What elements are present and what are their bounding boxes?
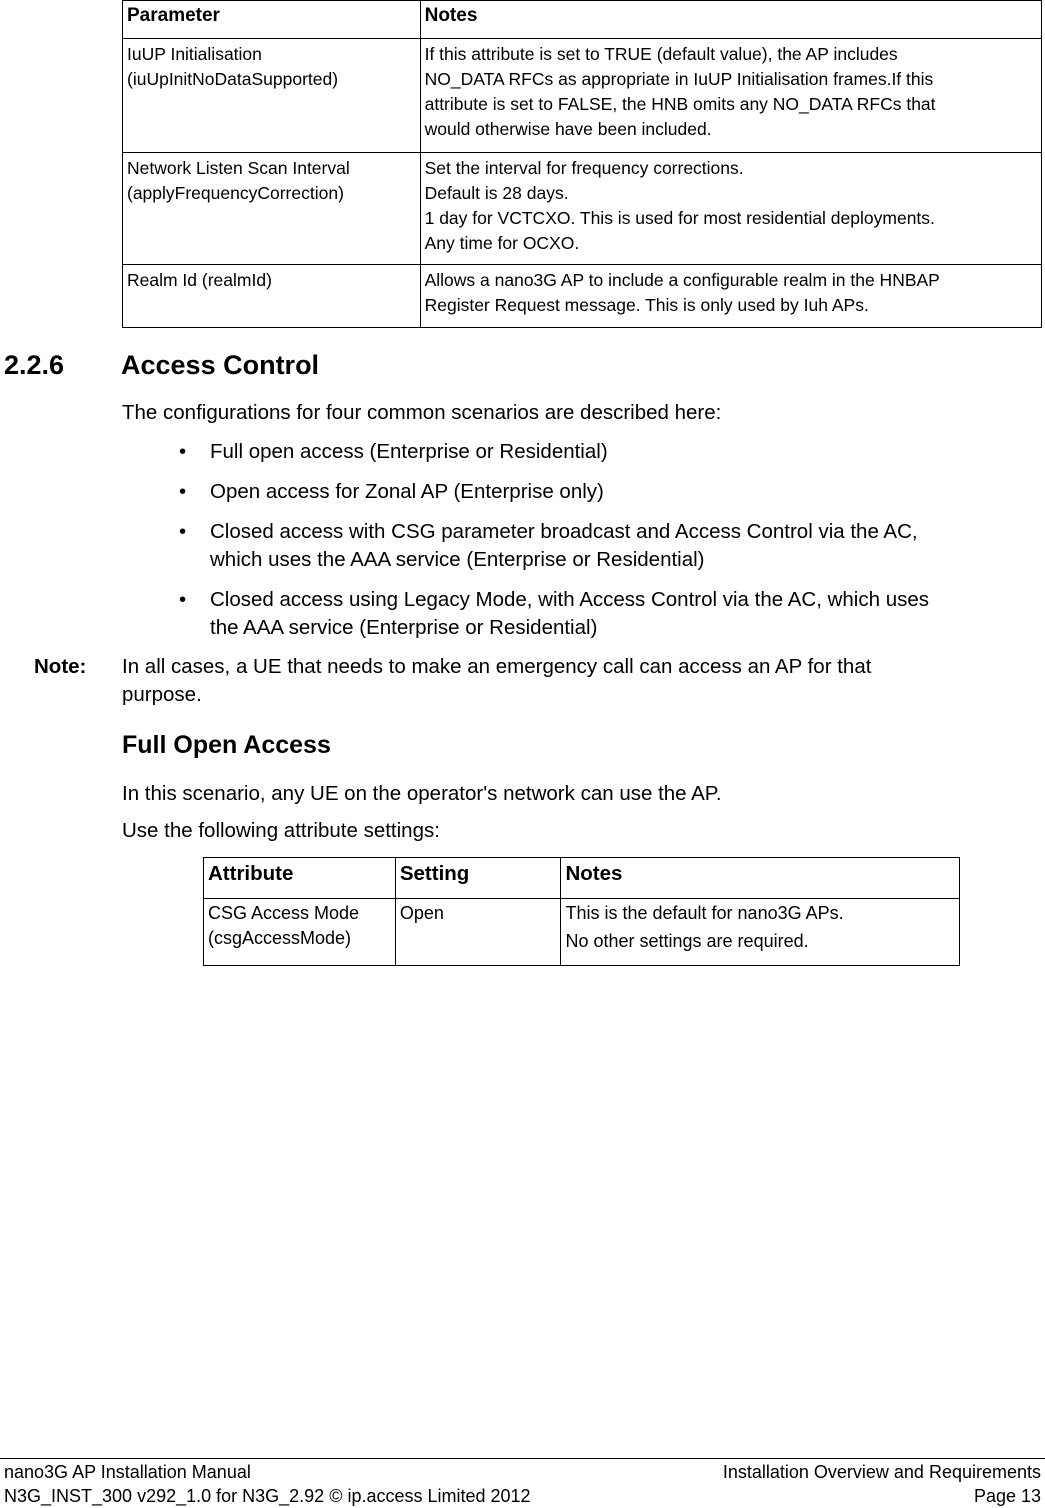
- bullet-icon: •: [179, 480, 187, 503]
- footer-manual-title: nano3G AP Installation Manual: [4, 1462, 251, 1482]
- attribute-table: [203, 857, 960, 966]
- notes-cell: If this attribute is set to TRUE (default value), the AP includes NO_DATA RFCs as appropriate in IuUP Initialisation frames.If this attribute is set to FALSE, the HNB omits any NO_DATA RFCs that would otherwise have been included.: [420, 39, 1041, 153]
- list-item: • Closed access with CSG parameter broadcast and Access Control via the AC, which uses the AAA service (Enterprise or Residential): [179, 520, 918, 571]
- bullet-icon: •: [179, 440, 187, 463]
- notes-cell: This is the default for nano3G APs. No other settings are required.: [561, 899, 960, 966]
- subsection-paragraph: In this scenario, any UE on the operator's network can use the AP.: [122, 782, 722, 805]
- note-label: Note:: [34, 655, 87, 678]
- bullet-icon: •: [179, 588, 187, 611]
- table-row: [123, 153, 1042, 265]
- header-notes: Notes: [561, 858, 960, 899]
- header-attribute: Attribute: [204, 858, 396, 899]
- list-item: • Full open access (Enterprise or Residential): [122, 438, 929, 466]
- list-item: • Open access for Zonal AP (Enterprise only): [122, 478, 929, 506]
- scenario-list: [122, 438, 929, 642]
- notes-cell: Set the interval for frequency corrections. Default is 28 days. 1 day for VCTCXO. This is used for most residential deployments. Any time for OCXO.: [420, 153, 1041, 265]
- parameter-table: [122, 0, 1042, 328]
- table-row: [123, 39, 1042, 153]
- parameter-cell: Network Listen Scan Interval (applyFrequencyCorrection): [123, 153, 421, 265]
- header-notes: Notes: [420, 1, 1041, 39]
- header-setting: Setting: [395, 858, 561, 899]
- parameter-cell: Realm Id (realmId): [123, 265, 421, 328]
- footer-document-id: N3G_INST_300 v292_1.0 for N3G_2.92 © ip.access Limited 2012: [4, 1486, 531, 1506]
- footer-chapter-title: Installation Overview and Requirements: [722, 1462, 1041, 1482]
- footer-divider: [0, 1458, 1045, 1459]
- header-parameter: Parameter: [123, 1, 421, 39]
- attribute-cell: CSG Access Mode (csgAccessMode): [204, 899, 396, 966]
- section-number: 2.2.6: [4, 350, 65, 380]
- attribute-table-header: [204, 858, 960, 899]
- list-item: • Closed access using Legacy Mode, with Access Control via the AC, which uses the AAA service (Enterprise or Residential): [179, 588, 929, 639]
- section-title: Access Control: [121, 350, 320, 380]
- subsection-heading: Full Open Access: [122, 731, 331, 759]
- section-intro: The configurations for four common scenarios are described here:: [122, 401, 722, 424]
- table-row: [204, 899, 960, 966]
- setting-cell: Open: [395, 899, 561, 966]
- parameter-cell: IuUP Initialisation (iuUpInitNoDataSupported): [123, 39, 421, 153]
- notes-cell: Allows a nano3G AP to include a configurable realm in the HNBAP Register Request message. This is only used by Iuh APs.: [420, 265, 1041, 328]
- subsection-paragraph: Use the following attribute settings:: [122, 819, 440, 842]
- note-text: In all cases, a UE that needs to make an emergency call can access an AP for that purpose.: [122, 655, 872, 706]
- parameter-table-header: [123, 1, 1042, 39]
- table-row: [123, 265, 1042, 328]
- bullet-icon: •: [179, 520, 187, 543]
- footer-page-number: Page 13: [973, 1486, 1041, 1506]
